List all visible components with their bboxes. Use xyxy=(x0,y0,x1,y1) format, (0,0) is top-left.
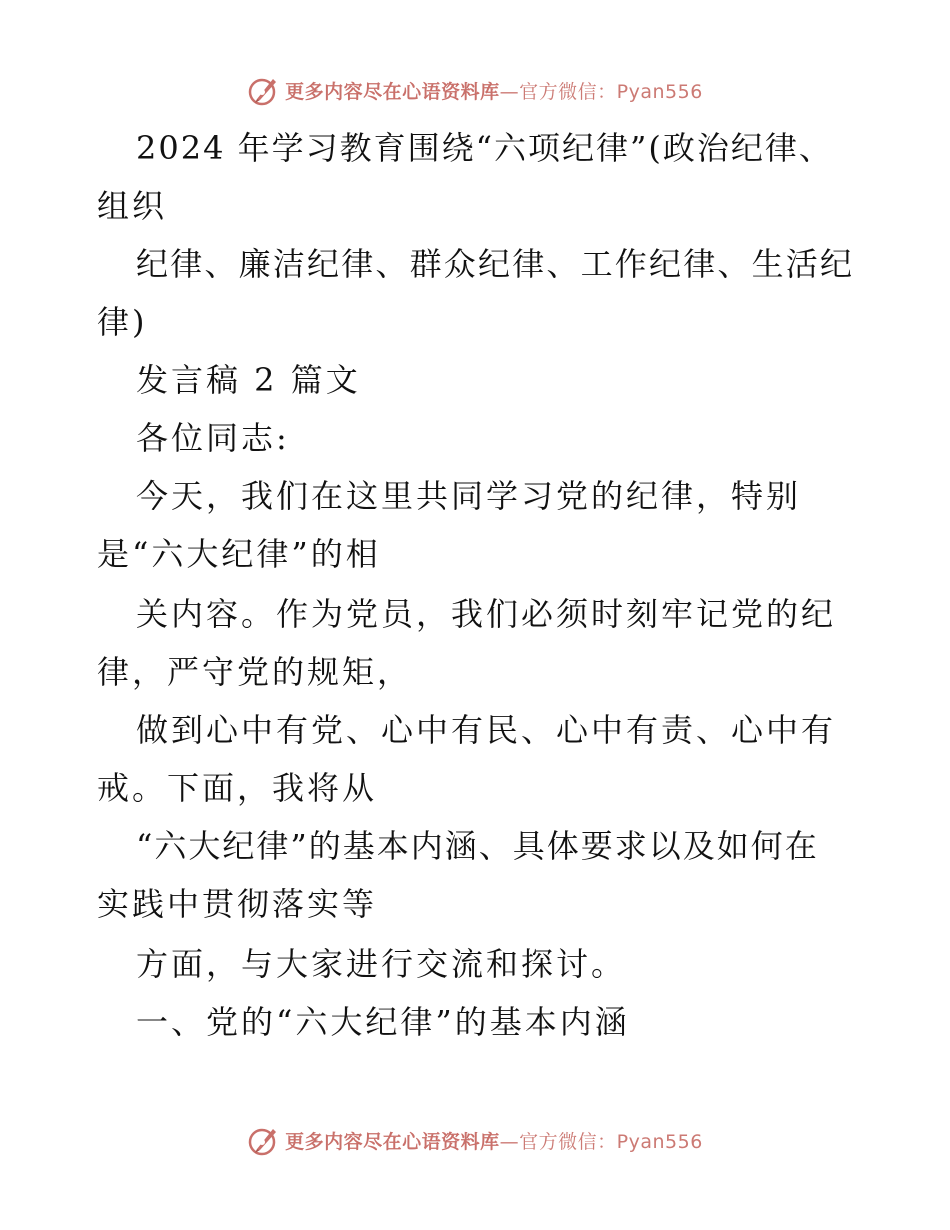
text-line: 各位同志: xyxy=(136,419,290,457)
quill-pen-circle-icon xyxy=(247,73,281,107)
text-line: 律，严守党的规矩， xyxy=(97,653,413,691)
section-heading: 一、党的“六大纪律”的基本内涵 xyxy=(136,1003,630,1041)
text-line: 律) xyxy=(97,303,148,341)
text-line: 2024 年学习教育围绕“六项纪律”(政治纪律、 xyxy=(136,129,833,167)
footer-watermark xyxy=(0,1120,950,1160)
watermark-wechat-text: 官方微信：Pyan556 xyxy=(519,80,703,103)
watermark-site-text: 更多内容尽在心语资料库 xyxy=(285,1130,500,1153)
text-line: 是“六大纪律”的相 xyxy=(97,535,381,573)
text-line: 戒。下面，我将从 xyxy=(97,769,378,807)
watermark-separator: — xyxy=(499,80,520,103)
watermark-separator: — xyxy=(499,1130,520,1153)
text-line: 今天，我们在这里共同学习党的纪律，特别 xyxy=(136,477,802,515)
text-line: “六大纪律”的基本内涵、具体要求以及如何在 xyxy=(136,827,819,865)
text-line: 做到心中有党、心中有民、心中有责、心中有 xyxy=(136,711,837,749)
text-line: 组织 xyxy=(97,187,168,225)
watermark-site-text: 更多内容尽在心语资料库 xyxy=(285,80,500,103)
quill-pen-circle-icon xyxy=(247,1123,281,1157)
watermark-text xyxy=(285,1127,703,1154)
text-line: 实践中贯彻落实等 xyxy=(97,885,378,923)
text-line: 发言稿 2 篇文 xyxy=(136,361,361,399)
watermark-text xyxy=(285,77,703,104)
watermark-wechat-text: 官方微信：Pyan556 xyxy=(519,1130,703,1153)
text-line: 纪律、廉洁纪律、群众纪律、工作纪律、生活纪 xyxy=(136,245,855,283)
header-watermark xyxy=(0,70,950,110)
text-line: 关内容。作为党员，我们必须时刻牢记党的纪 xyxy=(136,595,837,633)
text-line: 方面，与大家进行交流和探讨。 xyxy=(136,945,627,983)
